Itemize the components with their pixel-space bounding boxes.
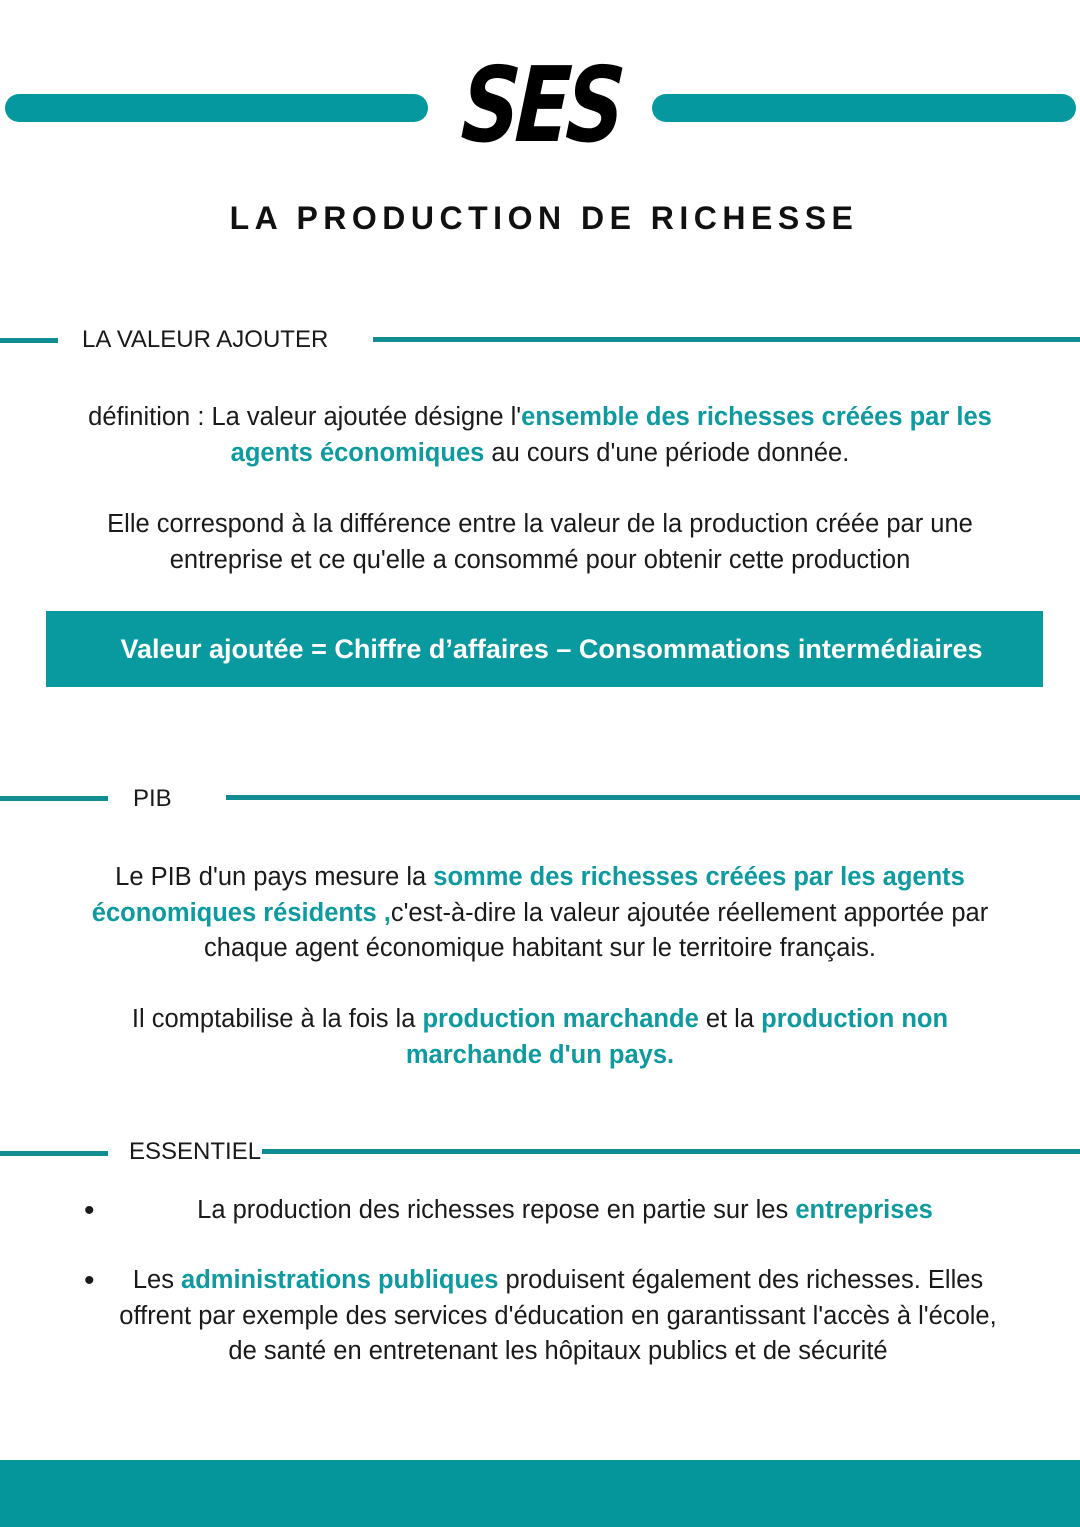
pib-definition-paragraph — [50, 860, 1030, 967]
section-divider-left — [0, 1151, 108, 1156]
bullet-icon: • — [84, 1194, 95, 1227]
essentiel-bullet-1 — [130, 1193, 1000, 1229]
highlight-run: production marchande — [422, 1005, 699, 1033]
section-divider-right — [262, 1149, 1080, 1154]
section-divider-right — [226, 795, 1080, 800]
highlight-run: entreprises — [795, 1196, 933, 1224]
footer-band — [0, 1460, 1080, 1527]
page-title: LA PRODUCTION DE RICHESSE — [229, 200, 859, 236]
text-run: Le PIB d'un pays mesure la — [115, 863, 434, 891]
highlight-run: ensemble des richesses créées par les agents économiques — [230, 403, 992, 467]
pib-production-paragraph — [80, 1002, 1000, 1073]
text-run: c'est-à-dire la valeur ajoutée réellement apportée par chaque agent économique habitant sur le territoire français. — [204, 898, 989, 962]
text-run: Les — [132, 1266, 182, 1294]
definition-paragraph — [60, 400, 1020, 471]
formula-box: Valeur ajoutée = Chiffre d’affaires – Consommations intermédiaires — [46, 611, 1043, 687]
header-left-bar — [5, 94, 428, 122]
highlight-run: somme des richesses créées par les agents économiques résidents , — [91, 863, 965, 927]
section-divider-left — [0, 796, 108, 801]
explanation-paragraph — [70, 507, 1010, 578]
bullet-icon: • — [84, 1264, 95, 1297]
section-title-essentiel: ESSENTIEL — [129, 1138, 262, 1165]
text-run: au cours d'une période donnée. — [484, 438, 850, 467]
section-divider-left — [0, 338, 58, 343]
highlight-run: administrations publiques — [181, 1266, 499, 1294]
text-run: produisent également des richesses. Elles offrent par exemple des services d'éducation en garantissant l'accès à l'école, de santé en entretenant les hôpitaux publics et de sécurité — [119, 1266, 997, 1365]
section-title-pib: PIB — [133, 785, 172, 812]
ses-logo: SES — [458, 44, 624, 166]
text-run: Il comptabilise à la fois la — [131, 1005, 423, 1033]
header-right-bar — [652, 94, 1076, 122]
text-run: et la — [698, 1005, 762, 1033]
text-run: définition : La valeur ajoutée désigne l' — [88, 403, 522, 431]
essentiel-bullet-2 — [118, 1263, 998, 1370]
text-run: La production des richesses repose en partie sur les — [197, 1196, 796, 1224]
text-run: Elle correspond à la différence entre la valeur de la production créée par une entreprise et ce qu'elle a consommé pour obtenir cette production — [107, 510, 973, 574]
highlight-run: production non marchande d'un pays. — [405, 1005, 949, 1069]
section-title-valeur-ajoutee: LA VALEUR AJOUTER — [82, 326, 329, 353]
section-divider-right — [373, 337, 1080, 342]
